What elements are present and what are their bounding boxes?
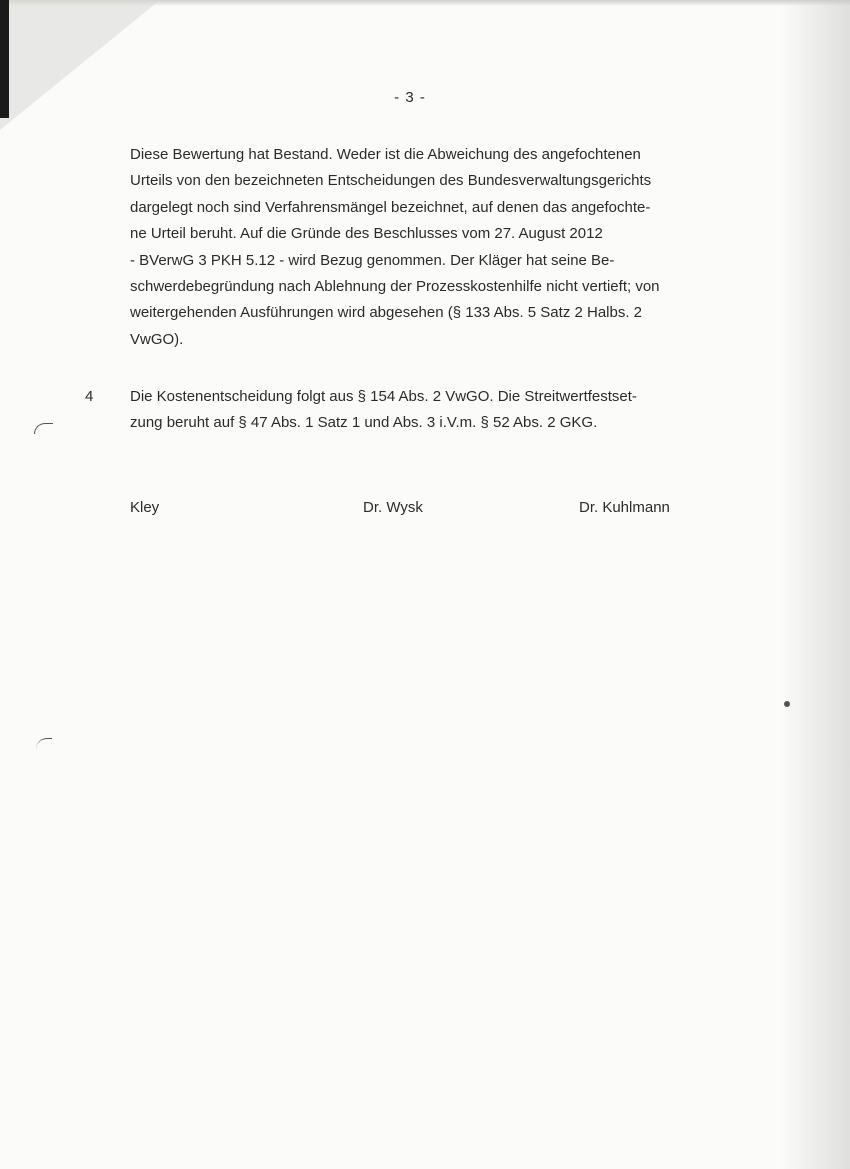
text-line: VwGO).: [130, 330, 184, 348]
text-line: schwerdebegründung nach Ablehnung der Prozesskostenhilfe nicht vertieft; von: [130, 278, 660, 296]
hole-punch-mark: [36, 738, 52, 749]
text-line: zung beruht auf § 47 Abs. 1 Satz 1 und Abs. 3 i.V.m. § 52 Abs. 2 GKG.: [130, 414, 598, 432]
text-line: weitergehenden Ausführungen wird abgesehen (§ 133 Abs. 5 Satz 2 Halbs. 2: [130, 304, 643, 322]
text-line: - BVerwG 3 PKH 5.12 - wird Bezug genommen. Der Kläger hat seine Be-: [130, 251, 615, 269]
text-line: ne Urteil beruht. Auf die Gründe des Beschlusses vom 27. August 2012: [130, 225, 603, 243]
paragraph-number: 4: [85, 388, 94, 405]
scan-right-shadow: [780, 0, 850, 1169]
signature-judge-2: Dr. Wysk: [363, 499, 423, 516]
signature-judge-1: Kley: [130, 499, 160, 516]
text-line: Diese Bewertung hat Bestand. Weder ist die Abweichung des angefochtenen: [130, 146, 641, 163]
scan-speck: [784, 701, 790, 707]
text-line: dargelegt noch sind Verfahrensmängel bezeichnet, auf denen das angefochte-: [130, 198, 651, 216]
scan-folded-corner: [0, 0, 160, 130]
text-line: Die Kostenentscheidung folgt aus § 154 Abs. 2 VwGO. Die Streitwertfestset-: [130, 388, 637, 405]
signature-judge-3: Dr. Kuhlmann: [579, 499, 670, 516]
text-line: Urteils von den bezeichneten Entscheidungen des Bundesverwaltungsgerichts: [130, 172, 652, 190]
hole-punch-mark: [34, 423, 53, 434]
paragraph-reasoning: [130, 142, 700, 353]
page-number: - 3 -: [394, 89, 426, 106]
paragraph-costs: [130, 384, 700, 437]
